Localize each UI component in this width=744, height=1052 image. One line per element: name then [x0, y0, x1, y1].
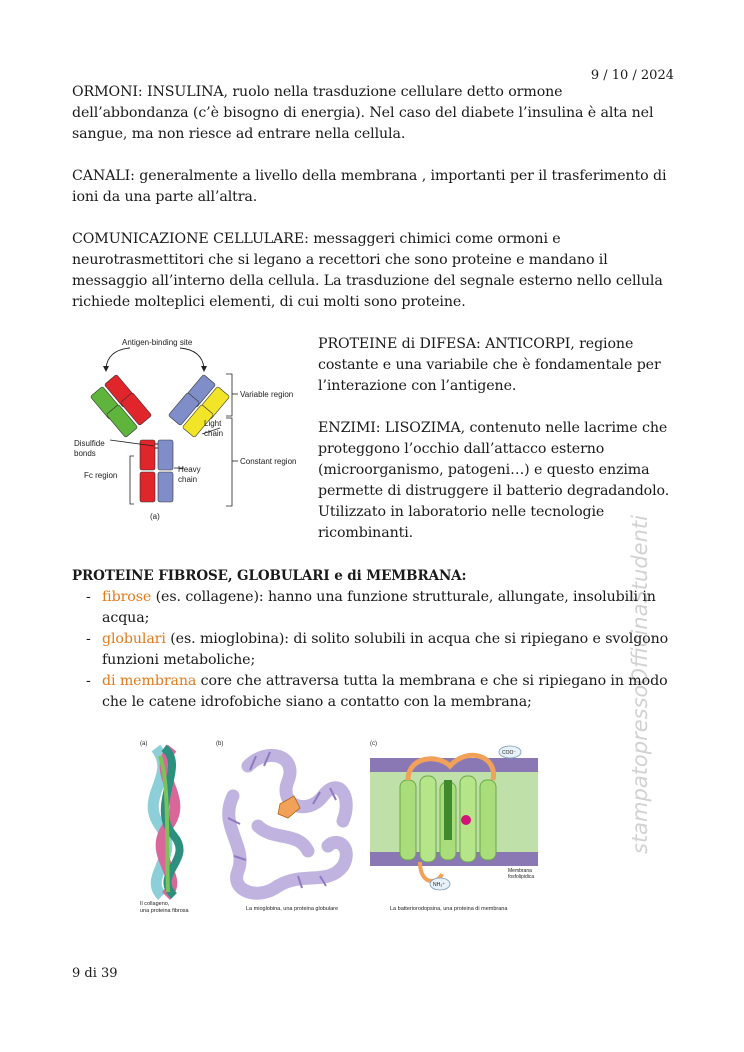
text-line: core che attraversa tutta la membrana e che si ripiegano in modo — [196, 673, 668, 689]
coo-label: COO⁻ — [502, 750, 517, 756]
list-item-fibrose — [72, 587, 682, 629]
keyword-membrana: di membrana — [102, 673, 197, 689]
antibody-left-arm — [90, 374, 152, 437]
section-heading: PROTEINE FIBROSE, GLOBULARI e di MEMBRANA: — [72, 568, 467, 584]
antigen-binding-site-label: Antigen-binding site — [122, 338, 193, 347]
watermark: stampatopressoOfficinaStudenti — [628, 515, 652, 854]
text-line: neurotrasmettitori che si legano a recettori che sono proteine e mandano il — [72, 252, 608, 268]
panel-label-b: (b) — [216, 741, 224, 747]
arrowhead-right — [201, 366, 207, 372]
arrowhead-left — [103, 366, 109, 372]
retinal-group — [461, 815, 471, 825]
list-item-membrana — [72, 671, 682, 713]
text-line: richiede molteplici elementi, di cui molti sono proteine. — [72, 294, 466, 310]
text-line: sangue, ma non riesce ad entrare nella cellula. — [72, 126, 406, 142]
text-line: CANALI: generalmente a livello della membrana , importanti per il trasferimento di — [72, 168, 667, 184]
membrane-label-2: fosfolipidica — [508, 874, 535, 880]
keyword-fibrose: fibrose — [102, 589, 152, 605]
panel-label-a: (a) — [140, 741, 148, 747]
text-line: (es. mioglobina): di solito solubili in acqua che si ripiegano e svolgono — [165, 631, 669, 647]
text-line: costante e una variabile che è fondamentale per — [318, 357, 661, 373]
text-line: COMUNICAZIONE CELLULARE: messaggeri chimici come ormoni e — [72, 231, 561, 247]
text-line: ioni da una parte all’altra. — [72, 189, 258, 205]
fc-region-label: Fc region — [84, 471, 118, 480]
dash-bullet: - — [86, 673, 91, 689]
nh3-label: NH₃⁺ — [433, 882, 445, 888]
text-line: l’interazione con l’antigene. — [318, 378, 517, 394]
paragraph-ormoni — [72, 82, 682, 145]
text-line: ORMONI: INSULINA, ruolo nella trasduzione cellulare detto ormone — [72, 84, 563, 100]
heavy-chain-label-2: chain — [178, 475, 198, 484]
page-number: 9 di 39 — [72, 966, 118, 981]
membrane-label-1: Membrana — [508, 868, 532, 874]
protein-type-list — [72, 587, 682, 713]
disulfide-bonds-label-2: bonds — [74, 449, 96, 458]
text-line: permette di distruggere il batterio degradandolo. — [318, 483, 670, 499]
light-chain-label-1: Light — [204, 419, 222, 428]
myoglobin-structure — [229, 755, 347, 893]
collagen-helix — [153, 748, 179, 896]
list-item-globulari — [72, 629, 682, 671]
arrow-right — [180, 348, 204, 368]
antibody-stem — [140, 440, 173, 502]
caption-myoglobin: La mioglobina, una proteina globulare — [246, 906, 339, 912]
text-line: acqua; — [102, 610, 150, 626]
text-line: ENZIMI: LISOZIMA, contenuto nelle lacrime che — [318, 420, 668, 436]
paragraph-enzimi — [318, 418, 678, 544]
text-line: che le catene idrofobiche siano a contatto con la membrana; — [102, 694, 532, 710]
panel-label-c: (c) — [370, 741, 377, 747]
disulfide-bonds-label-1: Disulfide — [74, 439, 105, 448]
text-line: ricombinanti. — [318, 525, 414, 541]
text-line: Utilizzato in laboratorio nelle tecnologie — [318, 504, 605, 520]
panel-label-a: (a) — [150, 512, 160, 521]
text-line: PROTEINE di DIFESA: ANTICORPI, regione — [318, 336, 634, 352]
keyword-globulari: globulari — [102, 631, 166, 647]
paragraph-difesa — [318, 334, 678, 397]
text-line: (microorganismo, patogeni…) e questo enzima — [318, 462, 650, 478]
text-line: (es. collagene): hanno una funzione strutturale, allungate, insolubili in — [151, 589, 656, 605]
protein-structures-figure — [138, 736, 538, 920]
paragraph-canali — [72, 166, 682, 208]
dash-bullet: - — [86, 631, 91, 647]
heavy-chain-label-1: Heavy — [178, 465, 201, 474]
paragraph-comunicazione — [72, 229, 682, 313]
transmembrane-helices — [400, 776, 496, 862]
variable-region-label: Variable region — [240, 390, 294, 399]
dash-bullet: - — [86, 589, 91, 605]
light-chain-label-2: chain — [204, 429, 224, 438]
arrow-left — [106, 348, 130, 368]
antibody-figure — [70, 336, 310, 526]
text-line: funzioni metaboliche; — [102, 652, 256, 668]
text-line: messaggio all’interno della cellula. La trasduzione del segnale esterno nello cellula — [72, 273, 663, 289]
text-line: proteggono l’occhio dall’attacco esterno — [318, 441, 605, 457]
caption-collagen-1: Il collageno, — [140, 901, 170, 907]
date: 9 / 10 / 2024 — [590, 68, 674, 83]
constant-region-label: Constant region — [240, 457, 297, 466]
caption-bacteriorhodopsin: La batteriorodopsina, una proteina di membrana — [390, 906, 508, 912]
text-line: dell’abbondanza (c’è bisogno di energia). Nel caso del diabete l’insulina è alta nel — [72, 105, 654, 121]
caption-collagen-2: una proteina fibrosa — [140, 908, 189, 914]
